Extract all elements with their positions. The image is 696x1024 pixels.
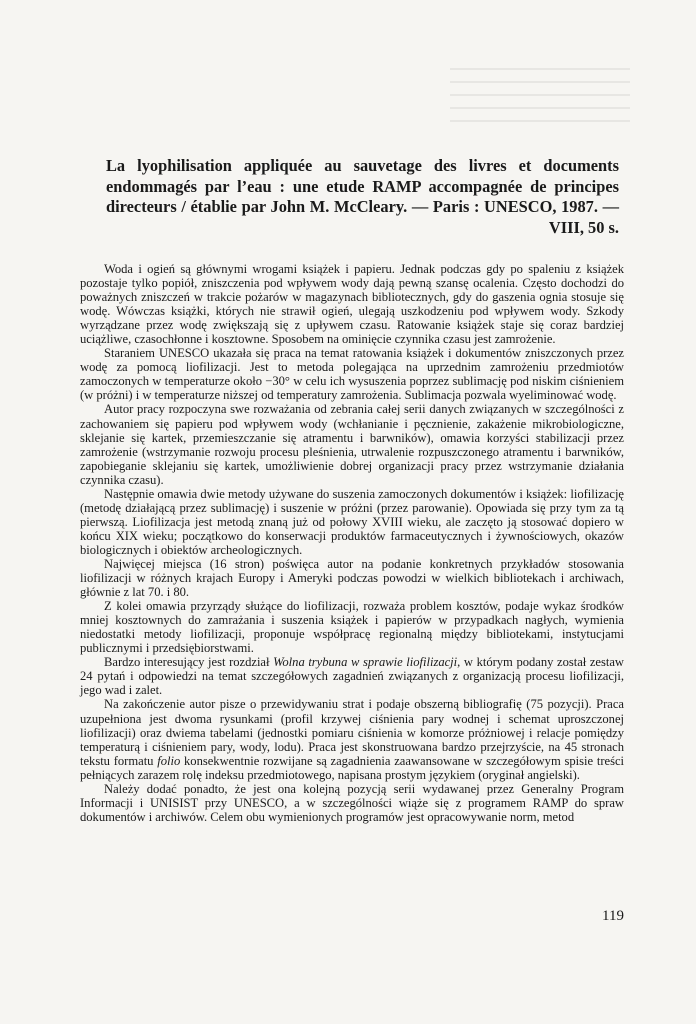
paragraph-text: Następnie omawia dwie metody używane do suszenia zamoczonych dokumentów i książek: liofilizację (metodę działającą przez sublimację) i suszenie w próżni (przez parowanie). Opowiada się przy tym za tą pierwszą. Liofilizacja jest metodą znaną już od połowy XVIII wieku, ale zaczęto ją stosować dopiero w końcu XIX wieku; początkowo do konserwacji produktów farmaceutycznych i żywnościowych, okazów biologicznych i obiektów archeologicznych. bbox=[80, 486, 624, 557]
paragraph-text: Z kolei omawia przyrządy służące do liofilizacji, rozważa problem kosztów, podaje wykaz środków mniej kosztownych do zamrażania i suszenia książek i papierów w przypadkach nagłych, wymienia niedostatki metody liofilizacji, proponuje współpracę regionalną między bibliotekami, instytucjami publicznymi i przedsiębiorstwami. bbox=[80, 599, 624, 656]
paragraph-text: Staraniem UNESCO ukazała się praca na temat ratowania książek i dokumentów zniszczonych przez wodę za pomocą liofilizacji. Jest to metoda polegająca na uprzednim zamrożeniu przedmiotów zamoczonych w temperaturze około −30° w celu ich wysuszenia poprzez sublimację pod niskim ciśnieniem (w próżni) i w temperaturze niższej od temperatury zamrożenia. Sublimacja pozwala wyeliminować wodę. bbox=[80, 346, 624, 403]
chapter-title-italic: Wolna trybuna w sprawie liofilizacji bbox=[273, 655, 458, 670]
paragraph bbox=[80, 655, 624, 697]
paragraph bbox=[80, 697, 624, 781]
article-body bbox=[80, 262, 624, 824]
paragraph bbox=[80, 557, 624, 599]
paragraph-text: , w którym podany został zestaw 24 pytań i odpowiedzi na temat szczegółowych zagadnień związanych z organizacją procesu liofilizacji, jego wad i zalet. bbox=[80, 655, 625, 698]
paragraph bbox=[80, 346, 624, 402]
page-number: 119 bbox=[602, 908, 624, 924]
paragraph-text: Na zakończenie autor pisze o przewidywaniu strat i podaje obszerną bibliografię (75 pozycji). Praca uzupełniona jest dwoma rysunkami (profil krzywej ciśnienia pary wodnej i schemat uproszczonej liofilizacji) oraz dwiema tabelami (jednostki pomiaru ciśnienia w komorze próżniowej i relacje pomiędzy temperaturą i ciśnieniem pary, wody, lodu). Praca jest skonstruowana bardzo przejrzyście, na 45 stronach tekstu formatu bbox=[80, 697, 624, 768]
bleed-through-text bbox=[450, 62, 630, 128]
paragraph bbox=[80, 599, 624, 655]
paragraph bbox=[80, 402, 624, 486]
paragraph-text: Autor pracy rozpoczyna swe rozważania od zebrania całej serii danych związanych w szczególności z zachowaniem się papieru pod wpływem wody (wchłanianie i pęcznienie, zakażenie mikrobiologiczne, sklejanie się kartek, przemieszczanie się atramentu i barwników), omawia korzyści stabilizacji przez zamrożenie (wstrzymanie rozwoju procesu pleśnienia, utrwalenie rozpuszczonego atramentu i barwników, zapobieganie sklejaniu się kartek, umożliwienie dobrej organizacji pracy przez wstrzymanie działania czynnika czasu). bbox=[80, 402, 624, 487]
paragraph-text: konsekwentnie rozwijane są zagadnienia zaawansowane w szczegółowym spisie treści pełniących zarazem rolę indeksu przedmiotowego, napisana prostym językiem (oryginał angielski). bbox=[80, 753, 624, 782]
paragraph-text: Woda i ogień są głównymi wrogami książek i papieru. Jednak podczas gdy po spaleniu z książek pozostaje tylko popiół, zniszczenia pod wpływem wody dają pewną szansę ocalenia. Często dochodzi do poważnych zniszczeń w trakcie pożarów w magazynach bibliotecznych, gdy do gaszenia ognia stosuje się wodę. Wówczas książki, których nie strawił ogień, ulegają uszkodzeniu pod wpływem wody. Szkody wyrządzane przez wodę zwiększają się z upływem czasu. Ratowanie książek staje się coraz bardziej uciążliwe, czasochłonne i kosztowne. Sposobem na ominięcie czynnika czasu jest zamrożenie. bbox=[80, 262, 624, 347]
paragraph bbox=[80, 487, 624, 557]
paragraph-text: Najwięcej miejsca (16 stron) poświęca autor na podanie konkretnych przykładów stosowania liofilizacji w różnych krajach Europy i Ameryki podczas powodzi w wielkich bibliotekach i archiwach, głównie z lat 70. i 80. bbox=[80, 556, 624, 600]
paragraph bbox=[80, 782, 624, 824]
paragraph-text: Bardzo interesujący jest rozdział bbox=[104, 655, 274, 670]
format-term-italic: folio bbox=[157, 753, 181, 768]
paragraph-text: Należy dodać ponadto, że jest ona kolejną pozycją serii wydawanej przez Generalny Program Informacji i UNISIST przy UNESCO, a w szczególności wiąże się z programem RAMP do spraw dokumentów i archiwów. Celem obu wymienionych programów jest opracowywanie norm, metod bbox=[80, 781, 624, 824]
page-title: La lyophilisation appliquée au sauvetage des livres et documents endommagés par l’eau : une etude RAMP accompagnée de principes directeurs / établie par John M. McCleary. — Paris : UNESCO, 1987. — VIII, 50 s. bbox=[106, 156, 619, 237]
paragraph bbox=[80, 262, 624, 346]
